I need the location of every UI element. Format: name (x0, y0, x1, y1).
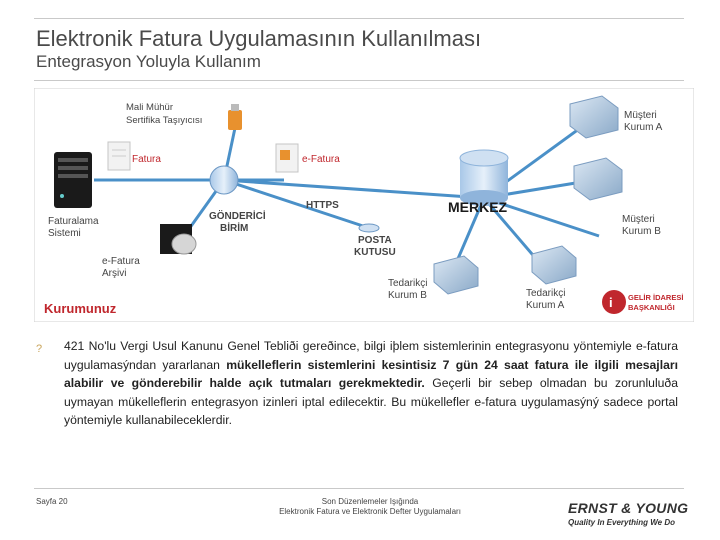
musteri-b-label: Müşteri (622, 214, 655, 225)
gib-logo (602, 290, 626, 314)
integration-diagram (34, 88, 694, 322)
slide-subtitle: Entegrasyon Yoluyla Kullanım (36, 52, 261, 71)
merkez-label: MERKEZ (448, 199, 508, 215)
emphasis-text: mükelleflerin sistemlerini kesintisiz 7 gün 24 saat fatura ile ilgili mesajları alabilir ve gönderebilir halde açık tutmaları gerekmektedir. (64, 357, 678, 390)
faturalama-label: Faturalama (48, 216, 99, 227)
gonderici-label: GÖNDERİCİ (209, 211, 266, 222)
musteri-a-label: Müşteri (624, 110, 657, 121)
kurumunuz-label: Kurumunuz (44, 301, 117, 316)
svg-text:BAŞKANLIĞI: BAŞKANLIĞI (628, 303, 675, 312)
svg-text:Sistemi: Sistemi (48, 228, 81, 239)
svg-text:KUTUSU: KUTUSU (354, 247, 396, 258)
document-icon (108, 142, 130, 170)
posta-label: POSTA (358, 235, 392, 246)
tedarikci-b-label: Tedarikçi (388, 278, 428, 289)
svg-text:Kurum A: Kurum A (624, 122, 663, 133)
tedarikci-a-label: Tedarikçi (526, 288, 566, 299)
body-paragraph: 421 No'lu Vergi Usul Kanunu Genel Tebliði gereðince, bilgi iþlem sistemlerinin entegrasyonu yöntemiyle e-fatura uygulamasýndan yararlanan mükelleflerin sistemlerini kesintisiz 7 gün 24 saat fatura ile ilgili mesajları alabilir ve gönderebilir halde açık tutmaları gerekmektedir. Geçerli bir sebep olmadan bu zorunluluða uymayan mükelleflerin entegrasyon izinleri iptal edilecektir. Bu mükellefler e-fatura uygulamasýný sadece portal yöntemiyle kullanabileceklerdir. (64, 339, 678, 427)
svg-text:Arşivi: Arşivi (102, 268, 127, 279)
database-icon (460, 150, 508, 206)
svg-text:Sertifika Taşıyıcısı: Sertifika Taşıyıcısı (126, 115, 203, 126)
header-divider (34, 80, 684, 81)
e-fatura-label: e-Fatura (302, 154, 340, 165)
archive-icon (160, 224, 196, 254)
svg-text:Kurum B: Kurum B (388, 290, 427, 301)
svg-text:Kurum B: Kurum B (622, 226, 661, 237)
globe-icon (210, 166, 238, 194)
gib-label: GELİR İDARESİ (628, 293, 684, 302)
mali-muhur-label: Mali Mühür (126, 102, 173, 113)
building-icon-musteri-a (570, 96, 618, 138)
fatura-label: Fatura (132, 154, 161, 165)
building-icon-musteri-b (574, 158, 622, 200)
mailbox-icon (359, 224, 379, 232)
ernst-young-logo: ERNST & YOUNG Quality In Everything We Do (568, 500, 689, 527)
svg-text:BİRİM: BİRİM (220, 223, 249, 234)
https-label: HTTPS (306, 200, 339, 211)
bullet-marker: ? (36, 343, 43, 355)
footer-caption: Son Düzenlemeler Işığında Elektronik Fatura ve Elektronik Defter Uygulamaları (279, 497, 461, 516)
server-icon (54, 152, 92, 208)
top-divider (34, 18, 684, 19)
slide-title: Elektronik Fatura Uygulamasının Kullanılması (36, 26, 482, 51)
e-invoice-icon (276, 144, 298, 172)
svg-text:Kurum A: Kurum A (526, 300, 565, 311)
page-number: Sayfa 20 (36, 497, 68, 506)
arsiv-label: e-Fatura (102, 256, 140, 267)
footer-divider (34, 488, 684, 489)
svg-text:i: i (609, 295, 613, 310)
